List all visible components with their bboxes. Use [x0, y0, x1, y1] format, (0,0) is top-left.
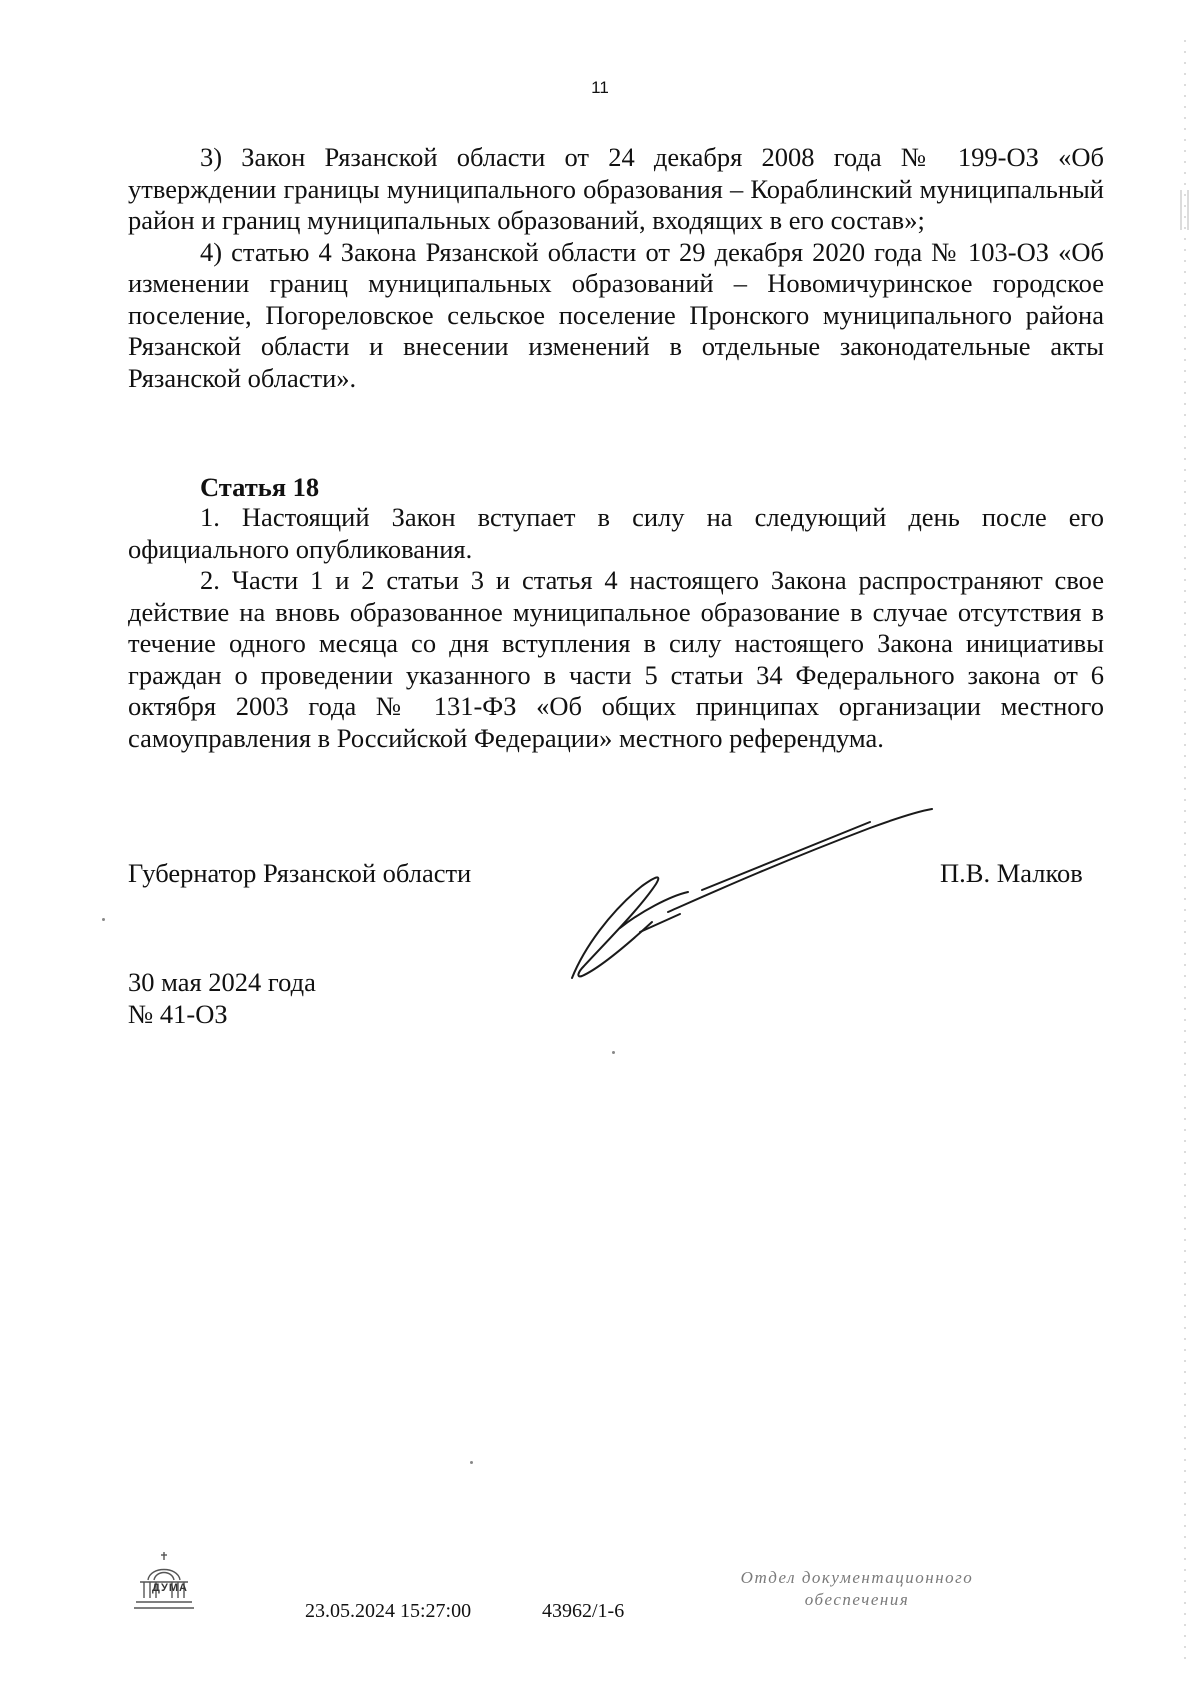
duma-logo-text: ДУМА	[152, 1582, 188, 1594]
scan-speck	[470, 1461, 473, 1464]
duma-emblem-icon	[132, 1550, 196, 1612]
scan-edge-marks	[1178, 30, 1192, 1670]
scan-speck	[102, 918, 105, 921]
law-date: 30 мая 2024 года	[128, 967, 316, 997]
footer-registration-code: 43962/1-6	[542, 1600, 625, 1622]
law-text-top	[128, 142, 1104, 394]
department-stamp	[712, 1567, 1002, 1611]
law-date-block	[128, 966, 316, 1030]
page-number: 11	[591, 78, 609, 97]
footer-timestamp: 23.05.2024 15:27:00	[305, 1600, 472, 1622]
article-heading: Статья 18	[200, 472, 320, 502]
stamp-line-1: Отдел документационного	[740, 1568, 974, 1587]
paragraph-clause-2: 2. Части 1 и 2 статьи 3 и статья 4 настоящего Закона распространяют свое действие на вновь образованное муниципальное образование в случае отсутствия в течение одного месяца со дня вступления в силу настоящего Закона инициативы граждан о проведении указанного в части 5 статьи 34 Федерального закона от 6 октября 2003 года № 131-ФЗ «Об общих принципах организации местного самоуправления в Российской Федерации» местного референдума.	[128, 565, 1104, 753]
handwritten-signature	[570, 808, 940, 984]
signatory-title: Губернатор Рязанской области	[128, 858, 472, 888]
scan-speck	[612, 1051, 615, 1054]
paragraph-item-3: 3) Закон Рязанской области от 24 декабря 2008 года № 199-ОЗ «Об утверждении границы муниципального образования – Кораблинский муниципальный район и границ муниципальных образований, входящих в его состав»;	[128, 142, 1104, 235]
signatory-name: П.В. Малков	[940, 858, 1083, 888]
law-text-article-18	[128, 502, 1104, 754]
paragraph-clause-1: 1. Настоящий Закон вступает в силу на следующий день после его официального опубликования.	[128, 502, 1104, 564]
stamp-line-2: обеспечения	[804, 1590, 910, 1609]
paragraph-item-4: 4) статью 4 Закона Рязанской области от 29 декабря 2020 года № 103-ОЗ «Об изменении границ муниципальных образований – Новомичуринское городское поселение, Погореловское сельское поселение Пронского муниципального района Рязанской области и внесении изменений в отдельные законодательные акты Рязанской области».	[128, 236, 1104, 393]
law-number: № 41-ОЗ	[128, 999, 228, 1029]
